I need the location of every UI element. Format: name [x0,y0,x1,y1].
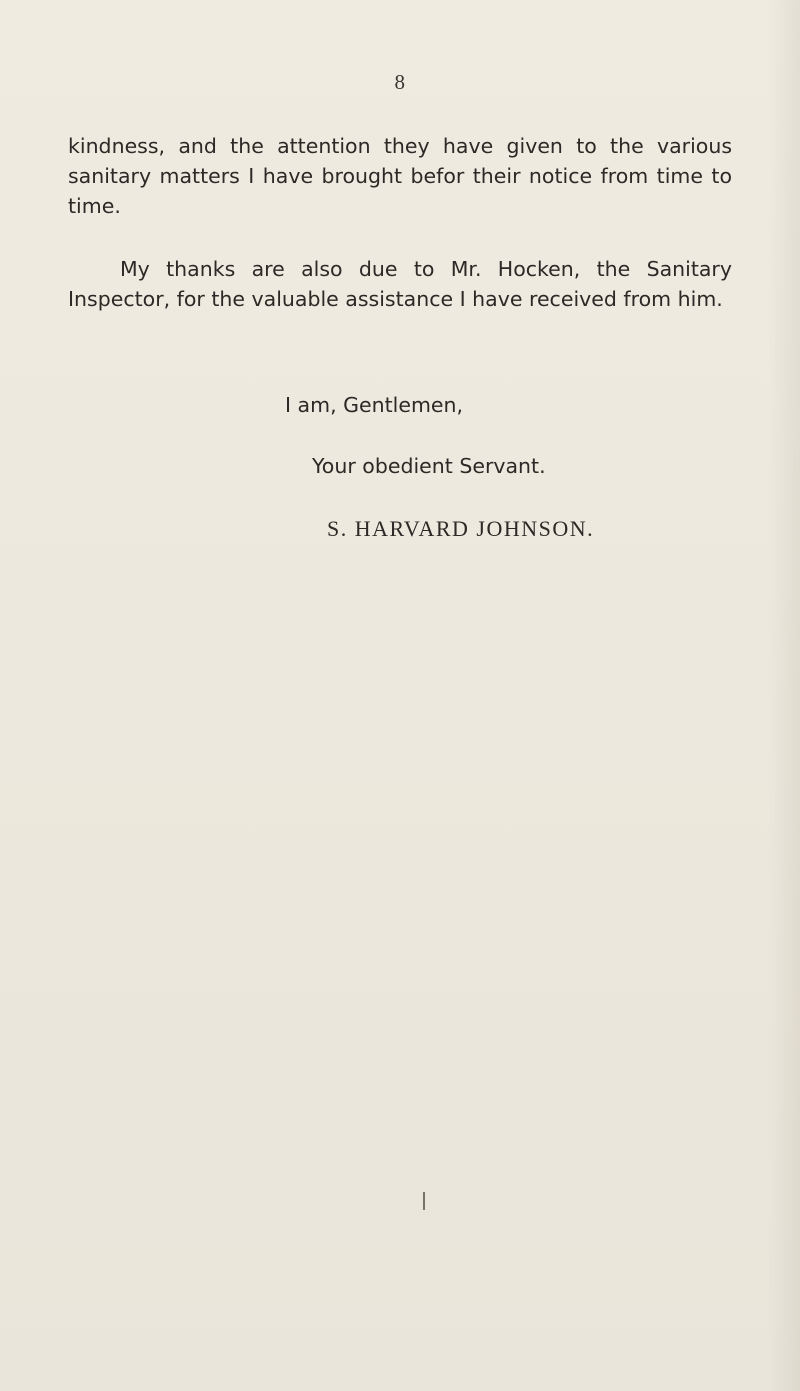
paragraph-thanks-inspector: My thanks are also due to Mr. Hocken, the Sanitary Inspector, for the valuable assistance I have received from him. [68,257,732,311]
signature: S. HARVARD JOHNSON. [327,516,595,541]
closing-valediction: Your obedient Servant. [312,454,546,478]
closing-salutation: I am, Gentlemen, [285,393,464,417]
paper-mark [423,1192,425,1210]
paragraph-thanks-council: kindness, and the attention they have given to the various sanitary matters I have brought befor their notice from time to time. [68,134,732,218]
page-number: 8 [394,70,406,94]
